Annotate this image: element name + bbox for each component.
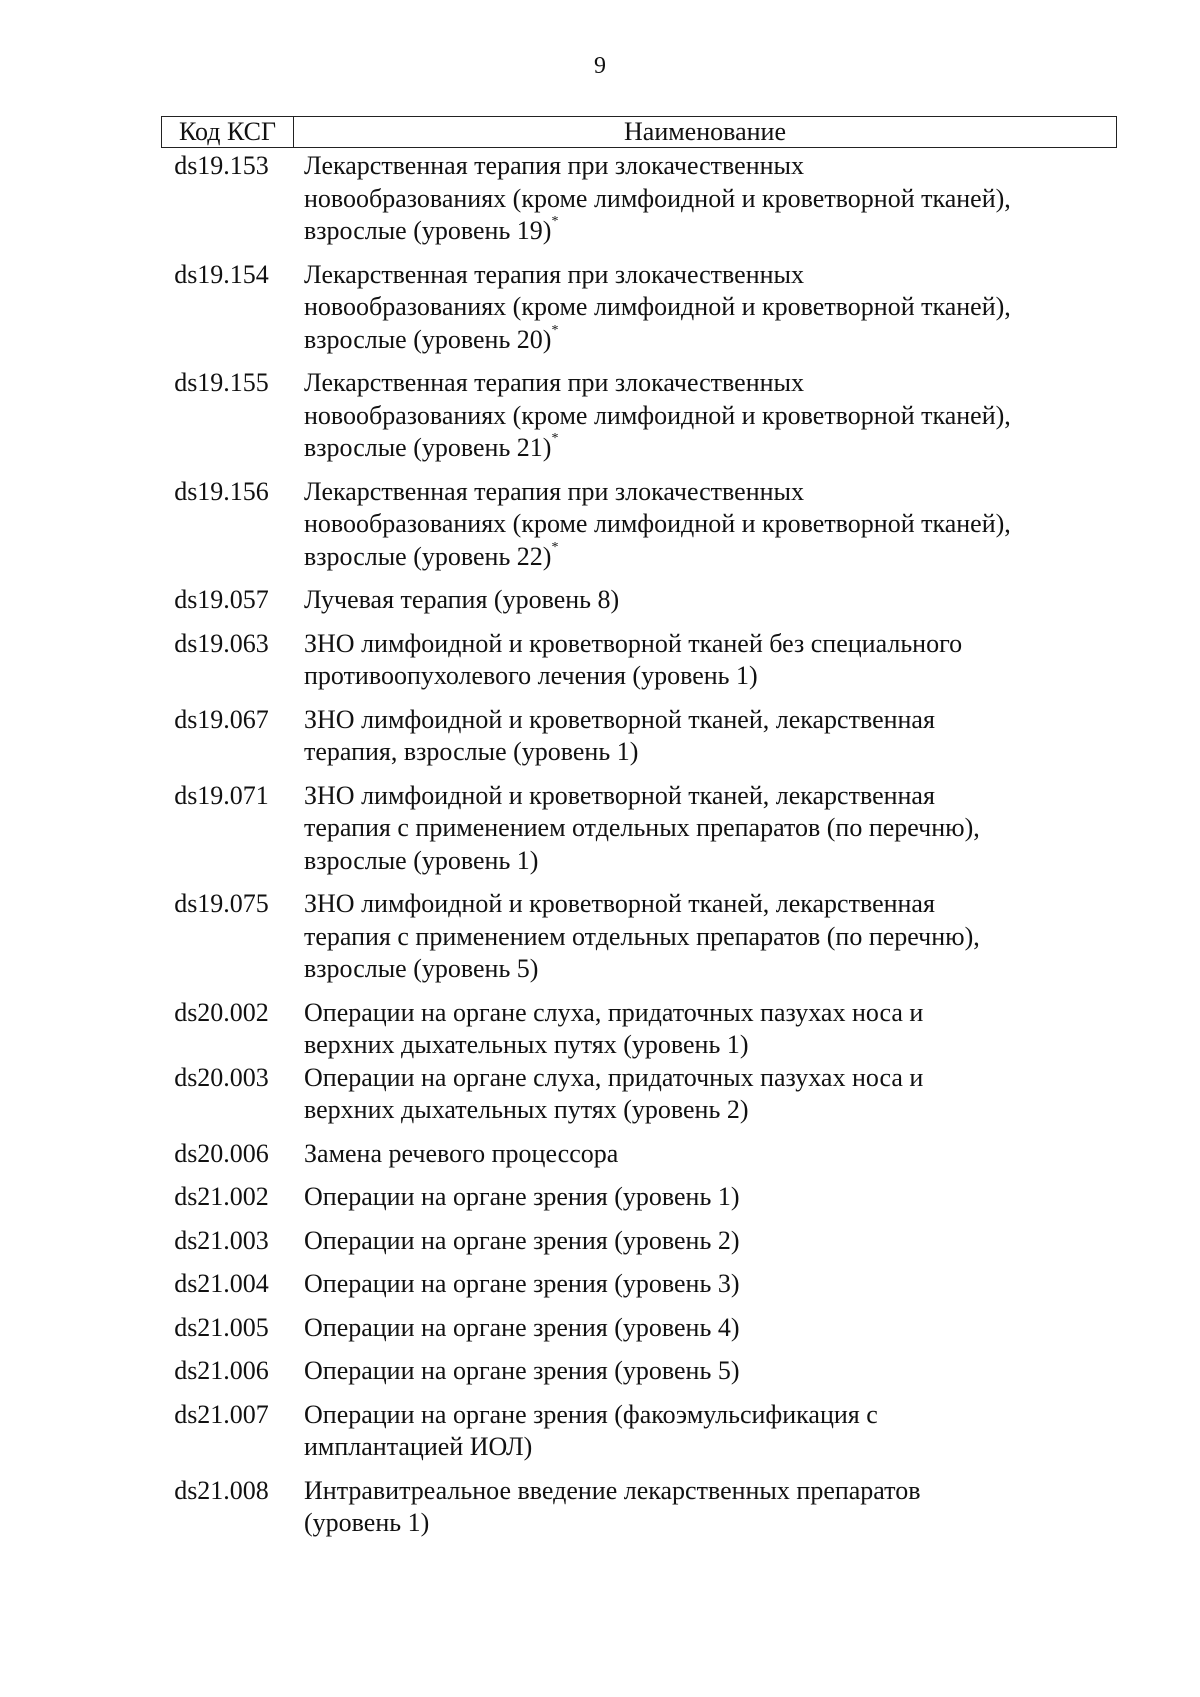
- row-name-text: терапия, взрослые (уровень 1): [304, 737, 639, 766]
- row-name-line: [304, 400, 1104, 433]
- row-name-line: [304, 1094, 1104, 1127]
- row-name-text: новообразованиях (кроме лимфоидной и кроветворной тканей),: [304, 400, 1011, 430]
- row-name-text: противоопухолевого лечения (уровень 1): [304, 661, 758, 690]
- row-name: [304, 1268, 1104, 1301]
- table-row: [161, 150, 1117, 248]
- header-name: Наименование: [624, 117, 786, 146]
- table-row: [161, 888, 1117, 986]
- row-name-line: [304, 150, 1104, 183]
- page-number: 9: [594, 53, 606, 79]
- table-row: [161, 367, 1117, 465]
- row-name-line: [304, 1507, 1104, 1540]
- row-name-line: [304, 367, 1104, 400]
- row-name-line: [304, 183, 1104, 216]
- table-row: [161, 997, 1117, 1062]
- row-code: ds19.153: [174, 151, 269, 180]
- row-name-line: [304, 324, 1104, 357]
- row-name-text: ЗНО лимфоидной и кроветворной тканей, лекарственная: [304, 780, 935, 810]
- row-name: [304, 628, 1104, 693]
- row-name-text: новообразованиях (кроме лимфоидной и кроветворной тканей),: [304, 292, 1011, 321]
- row-name-text: Операции на органе зрения (уровень 3): [304, 1269, 740, 1298]
- row-name-text: терапия с применением отдельных препаратов (по перечню),: [304, 813, 980, 842]
- row-name: [304, 367, 1104, 465]
- row-code: ds19.154: [174, 259, 269, 289]
- row-name: [304, 1138, 1104, 1171]
- row-name-line: [304, 997, 1104, 1030]
- row-name: [304, 1355, 1104, 1388]
- row-name-line: [304, 476, 1104, 509]
- row-name-text: терапия с применением отдельных препаратов (по перечню),: [304, 921, 980, 951]
- row-name-text: новообразованиях (кроме лимфоидной и кроветворной тканей),: [304, 183, 1011, 213]
- row-name: [304, 150, 1104, 248]
- row-name-line: [304, 1062, 1104, 1095]
- row-name-text: ЗНО лимфоидной и кроветворной тканей, лекарственная: [304, 704, 935, 734]
- row-name-line: [304, 780, 1104, 813]
- row-name-text: Лекарственная терапия при злокачественных: [304, 476, 804, 506]
- row-name-text: новообразованиях (кроме лимфоидной и кроветворной тканей),: [304, 509, 1011, 538]
- footnote-marker: *: [551, 214, 559, 229]
- row-name-line: [304, 628, 1104, 661]
- row-name-text: имплантацией ИОЛ): [304, 1432, 533, 1461]
- table-row: [161, 1399, 1117, 1464]
- table-row: [161, 1355, 1117, 1388]
- row-name-text: Интравитреальное введение лекарственных препаратов: [304, 1475, 921, 1505]
- row-name-text: ЗНО лимфоидной и кроветворной тканей без специального: [304, 628, 963, 658]
- row-name-line: [304, 584, 1104, 617]
- row-name: [304, 1475, 1104, 1540]
- row-name-line: [304, 953, 1104, 986]
- table-row: [161, 1475, 1117, 1540]
- row-name-line: [304, 1399, 1104, 1432]
- row-code: ds19.071: [174, 780, 269, 810]
- row-code: ds19.067: [174, 704, 269, 734]
- row-code: ds19.156: [174, 476, 269, 506]
- row-name: [304, 1399, 1104, 1464]
- row-name-text: взрослые (уровень 21): [304, 433, 552, 462]
- row-name-line: [304, 736, 1104, 769]
- row-code: ds21.007: [174, 1399, 269, 1429]
- row-name-line: [304, 1431, 1104, 1464]
- row-name-text: Лекарственная терапия при злокачественных: [304, 368, 804, 397]
- row-name-text: Операции на органе слуха, придаточных пазухах носа и: [304, 997, 924, 1027]
- row-code: ds21.006: [174, 1356, 269, 1385]
- row-name: [304, 584, 1104, 617]
- row-name-line: [304, 541, 1104, 574]
- row-name-text: Лучевая терапия (уровень 8): [304, 585, 620, 614]
- table-header: [161, 116, 1117, 148]
- table-row: [161, 1312, 1117, 1345]
- row-name-line: [304, 660, 1104, 693]
- row-name-line: [304, 888, 1104, 921]
- row-name: [304, 780, 1104, 878]
- row-code: ds19.057: [174, 585, 269, 614]
- table-row: [161, 1268, 1117, 1301]
- footnote-marker: *: [551, 322, 559, 338]
- row-name-text: Операции на органе зрения (уровень 5): [304, 1356, 740, 1385]
- row-code: ds21.005: [174, 1312, 269, 1342]
- row-name: [304, 1181, 1104, 1214]
- row-name-line: [304, 432, 1104, 465]
- row-name: [304, 997, 1104, 1062]
- row-name: [304, 1062, 1104, 1127]
- row-name-line: [304, 1138, 1104, 1171]
- table-row: [161, 1181, 1117, 1214]
- row-name-line: [304, 812, 1104, 845]
- row-name-line: [304, 1268, 1104, 1301]
- row-name-text: Операции на органе зрения (уровень 1): [304, 1182, 740, 1211]
- row-name-line: [304, 921, 1104, 954]
- table-row: [161, 1138, 1117, 1171]
- table-row: [161, 476, 1117, 574]
- row-name-text: верхних дыхательных путях (уровень 2): [304, 1095, 749, 1124]
- row-name: [304, 888, 1104, 986]
- row-name-text: Операции на органе зрения (уровень 2): [304, 1225, 740, 1255]
- header-code: Код КСГ: [162, 117, 294, 147]
- row-name-text: Замена речевого процессора: [304, 1138, 619, 1168]
- row-name-line: [304, 1312, 1104, 1345]
- row-name: [304, 1312, 1104, 1345]
- row-name-line: [304, 508, 1104, 541]
- row-name-text: взрослые (уровень 1): [304, 845, 539, 875]
- row-name-text: Операции на органе зрения (факоэмульсификация с: [304, 1399, 878, 1429]
- table-row: [161, 1225, 1117, 1258]
- row-name-line: [304, 704, 1104, 737]
- table-row: [161, 1062, 1117, 1127]
- row-code: ds19.063: [174, 628, 269, 658]
- row-name-line: [304, 1225, 1104, 1258]
- row-name-text: Операции на органе слуха, придаточных пазухах носа и: [304, 1062, 924, 1092]
- table-row: [161, 704, 1117, 769]
- row-name-line: [304, 291, 1104, 324]
- row-name-text: ЗНО лимфоидной и кроветворной тканей, лекарственная: [304, 889, 935, 918]
- table-body: [161, 150, 1117, 1540]
- row-name: [304, 259, 1104, 357]
- row-code: ds21.003: [174, 1225, 269, 1255]
- row-code: ds20.002: [174, 997, 269, 1027]
- row-code: ds19.155: [174, 368, 269, 397]
- table-row: [161, 584, 1117, 617]
- row-name-text: взрослые (уровень 5): [304, 954, 539, 983]
- row-code: ds20.003: [174, 1062, 269, 1092]
- row-name-text: Лекарственная терапия при злокачественных: [304, 259, 804, 289]
- row-code: ds21.002: [174, 1182, 269, 1211]
- row-name-line: [304, 1355, 1104, 1388]
- row-code: ds20.006: [174, 1138, 269, 1168]
- row-name-text: взрослые (уровень 22): [304, 541, 552, 571]
- row-name-line: [304, 845, 1104, 878]
- row-code: ds19.075: [174, 889, 269, 918]
- row-name-text: взрослые (уровень 20): [304, 324, 552, 354]
- ksg-table: [161, 116, 1117, 1551]
- row-code: ds21.004: [174, 1269, 269, 1298]
- row-name-text: взрослые (уровень 19): [304, 216, 552, 245]
- row-name-line: [304, 1029, 1104, 1062]
- table-row: [161, 780, 1117, 878]
- row-name-text: Операции на органе зрения (уровень 4): [304, 1312, 740, 1342]
- row-code: ds21.008: [174, 1475, 269, 1505]
- footnote-marker: *: [551, 431, 559, 446]
- table-row: [161, 259, 1117, 357]
- footnote-marker: *: [551, 539, 559, 555]
- row-name-line: [304, 1181, 1104, 1214]
- table-row: [161, 628, 1117, 693]
- row-name-text: Лекарственная терапия при злокачественных: [304, 151, 804, 180]
- row-name-text: (уровень 1): [304, 1508, 430, 1537]
- row-name-line: [304, 215, 1104, 248]
- row-name: [304, 1225, 1104, 1258]
- row-name: [304, 476, 1104, 574]
- row-name: [304, 704, 1104, 769]
- row-name-line: [304, 259, 1104, 292]
- row-name-text: верхних дыхательных путях (уровень 1): [304, 1030, 749, 1059]
- row-name-line: [304, 1475, 1104, 1508]
